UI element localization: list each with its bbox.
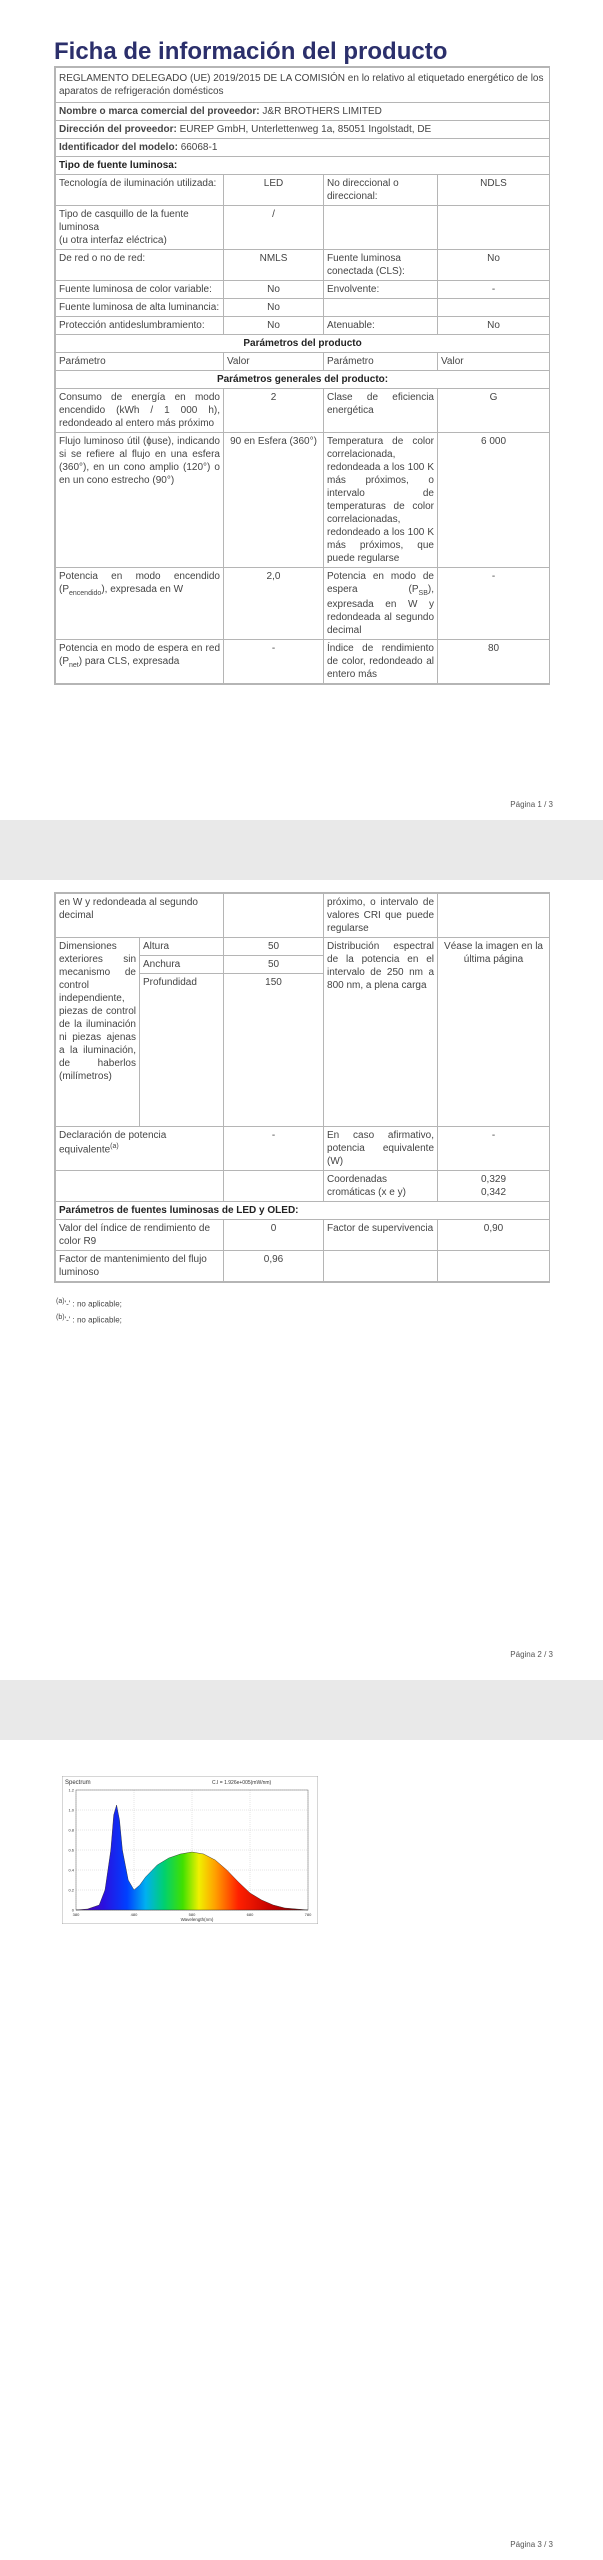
survival-value: 0,90	[438, 1220, 550, 1251]
chroma-x: 0,329	[481, 1174, 507, 1185]
supplier-row	[56, 103, 550, 121]
onpower-value: 2,0	[224, 568, 324, 640]
page-number: Página 2 / 3	[510, 1650, 553, 1659]
cap-label	[56, 206, 224, 250]
supplier-value: J&R BROTHERS LIMITED	[262, 106, 382, 117]
onpower-sub: encendido	[69, 590, 102, 597]
model-label: Identificador del modelo:	[59, 142, 178, 153]
depth-value: 150	[224, 974, 324, 1127]
tech-label: Tecnología de iluminación utilizada:	[56, 175, 224, 206]
dimmable-label: Atenuable:	[324, 317, 438, 335]
r9-label: Valor del índice de rendimiento de color R9	[56, 1220, 224, 1251]
standby-label	[324, 568, 438, 640]
cct-label: Temperatura de color correlacionada, redondeada a los 100 K más próximos, o intervalo de temperaturas de color correlacionadas, redondeado a los 100 K más próximos, que puede regularse	[324, 433, 438, 568]
footnote-b	[56, 1314, 122, 1325]
address-label: Dirección del proveedor:	[59, 124, 177, 135]
y-tick-label: 0.6	[68, 1847, 74, 1853]
standby-sub: SB	[418, 590, 428, 597]
cls-value: No	[438, 250, 550, 281]
equiv-value: -	[224, 1127, 324, 1171]
cri-value: 80	[438, 640, 550, 684]
onpower-text-b: ), expresada en W	[101, 584, 184, 595]
spectrum-chart	[62, 1776, 318, 1924]
chroma-label: Coordenadas cromáticas (x e y)	[324, 1171, 438, 1202]
net-standby-label	[56, 640, 224, 684]
footnote-a-sup: (a)	[56, 1298, 65, 1305]
cap-label-text: Tipo de casquillo de la fuente luminosa	[59, 209, 189, 233]
tunable-label: Fuente luminosa de color variable:	[56, 281, 224, 299]
net-standby-value: -	[224, 640, 324, 684]
page-number: Página 1 / 3	[510, 800, 553, 809]
lumen-maint-value: 0,96	[224, 1251, 324, 1282]
footnote-b-sup: (b)	[56, 1314, 65, 1321]
col-value-2: Valor	[438, 353, 550, 371]
source-type-header: Tipo de fuente luminosa:	[56, 157, 550, 175]
directional-label: No direccional o direccional:	[324, 175, 438, 206]
cri-label-cont: próximo, o intervalo de valores CRI que puede regularse	[324, 894, 438, 938]
page-2	[0, 880, 603, 1680]
x-axis-label: Wavelength(nm)	[180, 1917, 214, 1922]
tech-value: LED	[224, 175, 324, 206]
net-text-b: ) para CLS, expresada	[78, 656, 180, 668]
product-table	[54, 66, 550, 685]
depth-label: Profundidad	[140, 974, 224, 1127]
product-params-header: Parámetros del producto	[56, 335, 550, 353]
chroma-y: 0,342	[481, 1187, 507, 1198]
energy-value: 2	[224, 389, 324, 433]
flux-value: 90 en Esfera (360°)	[224, 433, 324, 568]
net-sub: net	[69, 662, 79, 670]
tunable-value: No	[224, 281, 324, 299]
standby-value: -	[438, 568, 550, 640]
y-tick-label: 0.2	[68, 1887, 74, 1893]
chart-title: Spectrum	[65, 1780, 91, 1786]
standby-text-a: Potencia en modo de espera (P	[327, 571, 434, 595]
page-title: Ficha de información del producto	[54, 38, 448, 65]
y-tick-label: 1.2	[68, 1787, 74, 1793]
r9-value: 0	[224, 1220, 324, 1251]
cap-value: /	[224, 206, 324, 250]
standby-text-b: ), expresada en W y redondeada al segundo decimal	[327, 584, 434, 637]
x-tick-label: 580	[188, 1912, 196, 1917]
equiv-label	[56, 1127, 224, 1171]
supplier-label: Nombre o marca comercial del proveedor:	[59, 106, 260, 117]
y-tick-label: 0	[71, 1907, 74, 1913]
dimmable-value: No	[438, 317, 550, 335]
net-standby-label-cont: en W y redondeada al segundo decimal	[56, 894, 224, 938]
col-param-1: Parámetro	[56, 353, 224, 371]
mains-value: NMLS	[224, 250, 324, 281]
led-params-header: Parámetros de fuentes luminosas de LED y OLED:	[56, 1202, 550, 1220]
model-row	[56, 139, 550, 157]
cri-label: Índice de rendimiento de color, redondeado al entero más	[324, 640, 438, 684]
class-value: G	[438, 389, 550, 433]
equiv-w-label: En caso afirmativo, potencia equivalente (W)	[324, 1127, 438, 1171]
y-tick-label: 0.8	[68, 1827, 74, 1833]
y-tick-label: 0.4	[68, 1867, 74, 1873]
net-text-a: Potencia en modo de espera en red (P	[59, 643, 220, 668]
envelope-label: Envolvente:	[324, 281, 438, 299]
spd-value: Véase la imagen en la última página	[438, 938, 550, 1127]
col-param-2: Parámetro	[324, 353, 438, 371]
onpower-label	[56, 568, 224, 640]
equiv-sup: (a)	[110, 1143, 119, 1150]
flux-label: Flujo luminoso útil (ɸuse), indicando si se refiere al flujo en una esfera (360°), en un cono amplio (120°) o en un cono estrecho (90°)	[56, 433, 224, 568]
energy-label: Consumo de energía en modo encendido (kWh / 1 000 h), redondeado al entero más próximo	[56, 389, 224, 433]
cls-label: Fuente luminosa conectada (CLS):	[324, 250, 438, 281]
address-value: EUREP GmbH, Unterlettenweg 1a, 85051 Ingolstadt, DE	[179, 124, 432, 135]
width-label: Anchura	[140, 956, 224, 974]
onpower-text-a: Potencia en modo encendido (P	[59, 571, 220, 595]
glare-value: No	[224, 317, 324, 335]
height-value: 50	[224, 938, 324, 956]
survival-label: Factor de supervivencia	[324, 1220, 438, 1251]
directional-value: NDLS	[438, 175, 550, 206]
address-row	[56, 121, 550, 139]
regulation-text: REGLAMENTO DELEGADO (UE) 2019/2015 DE LA COMISIÓN en lo relativo al etiquetado energético de los aparatos de refrigeración domésticos	[56, 68, 550, 103]
page-number: Página 3 / 3	[510, 2540, 553, 2549]
class-label: Clase de eficiencia energética	[324, 389, 438, 433]
page-1	[0, 0, 603, 820]
x-tick-label: 380	[72, 1912, 80, 1917]
envelope-value: -	[438, 281, 550, 299]
lumen-maint-label: Factor de mantenimiento del flujo luminoso	[56, 1251, 224, 1282]
footnote-a-text: '-' : no aplicable;	[64, 1299, 122, 1309]
hil-label: Fuente luminosa de alta luminancia:	[56, 299, 224, 317]
width-value: 50	[224, 956, 324, 974]
footnote-b-text: '-' : no aplicable;	[64, 1315, 122, 1325]
cap-label-sub: (u otra interfaz eléctrica)	[59, 235, 167, 246]
hil-value: No	[224, 299, 324, 317]
glare-label: Protección antideslumbramiento:	[56, 317, 224, 335]
mains-label: De red o no de red:	[56, 250, 224, 281]
spd-label: Distribución espectral de la potencia en el intervalo de 250 nm a 800 nm, a plena carga	[324, 938, 438, 1127]
footnote-a	[56, 1298, 122, 1309]
dims-label: Dimensiones exteriores sin mecanismo de control independiente, piezas de control de la iluminación ni piezas ajenas a la iluminación, de haberlos (milímetros)	[56, 938, 140, 1127]
equiv-w-value: -	[438, 1127, 550, 1171]
model-value: 66068-1	[180, 142, 218, 153]
chroma-value	[438, 1171, 550, 1202]
cct-value: 6 000	[438, 433, 550, 568]
height-label: Altura	[140, 938, 224, 956]
x-tick-label: 680	[246, 1912, 254, 1917]
general-params-header: Parámetros generales del producto:	[56, 371, 550, 389]
x-tick-label: 480	[130, 1912, 138, 1917]
equiv-text: Declaración de potencia equivalente	[59, 1130, 167, 1156]
col-value-1: Valor	[224, 353, 324, 371]
chart-annotation: C.I = 1.926e+005(mW/nm)	[212, 1780, 272, 1786]
x-tick-label: 780	[304, 1912, 312, 1917]
y-tick-label: 1.0	[68, 1807, 74, 1813]
product-table-continued	[54, 892, 550, 1283]
